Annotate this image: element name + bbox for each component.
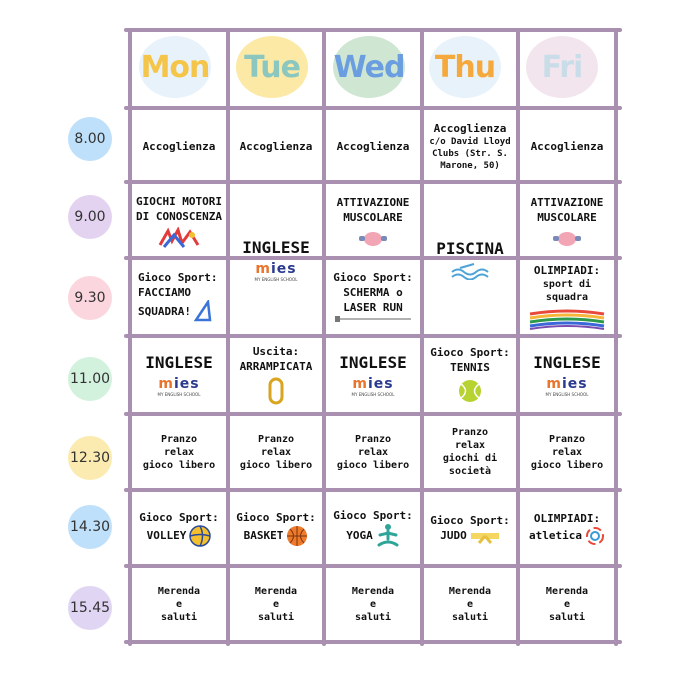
volleyball-icon — [189, 525, 211, 547]
cell-mon-1430: Gioco Sport: VOLLEY — [132, 492, 226, 564]
time-slot: 11.00 — [68, 357, 112, 401]
grid-line — [124, 640, 622, 644]
time-slot: 12.30 — [68, 436, 112, 480]
cell-fri-1545: Merenda e saluti — [545, 585, 589, 623]
cell-wed-1230: Pranzo relax gioco libero — [336, 433, 410, 471]
triangle-ruler-icon — [194, 300, 212, 322]
judo-belt-icon — [470, 528, 500, 544]
day-header-mon: Mon — [139, 36, 211, 98]
mies-logo: mies MY ENGLISH SCHOOL — [545, 375, 589, 397]
cell-thu-1430: Gioco Sport: JUDO — [430, 513, 510, 542]
cell-thu-1545: Merenda e saluti — [448, 585, 492, 623]
tennis-ball-icon — [457, 378, 483, 404]
cell-fri-0800: Accoglienza — [530, 139, 604, 153]
cell-tue-0900-0930: INGLESE mies MY ENGLISH SCHOOL — [242, 237, 310, 282]
cell-wed-1545: Merenda e saluti — [351, 585, 395, 623]
muscle-brain-icon — [358, 228, 388, 248]
cell-tue-1545: Merenda e saluti — [254, 585, 298, 623]
mies-logo: mies MY ENGLISH SCHOOL — [254, 260, 298, 282]
grid-line — [614, 28, 618, 646]
cell-wed-0930: Gioco Sport: SCHERMA o LASER RUN — [326, 260, 420, 332]
time-slot: 14.30 — [68, 505, 112, 549]
cell-wed-0800: Accoglienza — [336, 139, 410, 153]
basketball-icon — [286, 525, 308, 547]
cell-tue-1430: Gioco Sport: BASKET — [230, 492, 322, 564]
motor-games-icon — [156, 227, 202, 249]
cell-fri-1230: Pranzo relax gioco libero — [530, 433, 604, 471]
day-header-tue: Tue — [236, 36, 308, 98]
day-header-thu: Thu — [429, 36, 501, 98]
cell-tue-1100: Uscita: ARRAMPICATA — [230, 338, 322, 410]
grid-line — [124, 28, 622, 32]
cell-tue-1230: Pranzo relax gioco libero — [239, 433, 313, 471]
cell-thu-1100: Gioco Sport: TENNIS — [424, 338, 516, 410]
cell-mon-0930: Gioco Sport: FACCIAMO SQUADRA! — [132, 260, 226, 332]
muscle-brain-icon — [552, 228, 582, 248]
mies-logo: mies MY ENGLISH SCHOOL — [157, 375, 201, 397]
athletics-icon — [585, 526, 605, 546]
cell-tue-0800: Accoglienza — [239, 139, 313, 153]
cell-wed-1100: INGLESE mies MY ENGLISH SCHOOL — [339, 352, 407, 397]
cell-thu-1230: Pranzo relax giochi di società — [442, 427, 498, 477]
cell-wed-1430: Gioco Sport: YOGA — [326, 492, 420, 564]
day-header-wed: Wed — [333, 36, 405, 98]
time-slot: 8.00 — [68, 117, 112, 161]
cell-mon-0900: GIOCHI MOTORI DI CONOSCENZA — [132, 186, 226, 256]
time-slot: 9.00 — [68, 195, 112, 239]
cell-fri-1430: OLIMPIADI: atletica — [520, 492, 614, 564]
cell-mon-0800: Accoglienza — [142, 139, 216, 153]
cell-thu-0800: Accoglienza c/o David Lloyd Clubs (Str. S. Marone, 50) — [429, 121, 511, 171]
mies-logo: mies MY ENGLISH SCHOOL — [351, 375, 395, 397]
cell-wed-0900: ATTIVAZIONE MUSCOLARE — [326, 186, 420, 256]
carabiner-icon — [267, 377, 285, 405]
cell-mon-1545: Merenda e saluti — [157, 585, 201, 623]
day-header-fri: Fri — [526, 36, 598, 98]
cell-mon-1230: Pranzo relax gioco libero — [142, 433, 216, 471]
cell-thu-0900-0930: PISCINA — [424, 186, 516, 332]
cell-fri-0900: ATTIVAZIONE MUSCOLARE — [520, 186, 614, 256]
yoga-icon — [376, 523, 400, 549]
fencing-sword-icon — [333, 315, 413, 323]
time-slot: 15.45 — [68, 586, 112, 630]
cell-fri-0930: OLIMPIADI: sport di squadra — [520, 260, 614, 332]
time-slot: 9.30 — [68, 276, 112, 320]
olympic-rings-icon — [526, 308, 608, 330]
swimming-icon — [450, 260, 490, 280]
cell-fri-1100: INGLESE mies MY ENGLISH SCHOOL — [533, 352, 601, 397]
cell-mon-1100: INGLESE mies MY ENGLISH SCHOOL — [145, 352, 213, 397]
